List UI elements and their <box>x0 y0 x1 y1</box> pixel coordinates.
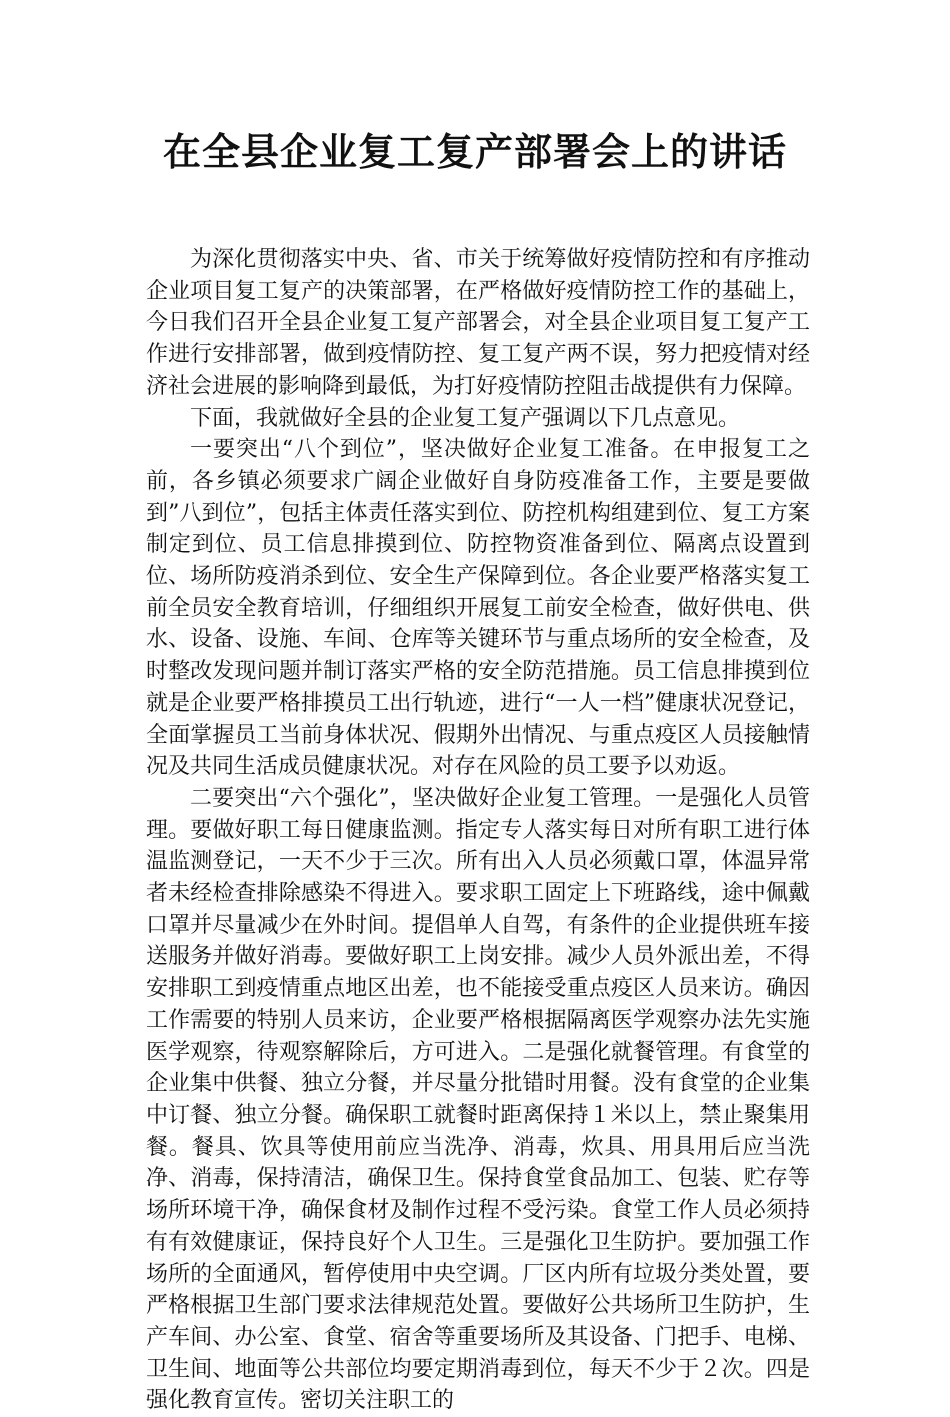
paragraph-lead: 下面，我就做好全县的企业复工复产强调以下几点意见。 <box>190 405 741 431</box>
paragraph-point-one: 一要突出“八个到位”，坚决做好企业复工准备。在申报复工之前，各乡镇必须要求广阔企业做好自身防疫准备工作，主要是要做到”八到位”，包括主体责任落实到位、防控机构组建到位、复工方案制定到位、员工信息排摸到位、防控物资准备到位、隔离点设置到位、场所防疫消杀到位、安全生产保障到位。各企业要严格落实复工前全员安全教育培训，仔细组织开展复工前安全检查，做好供电、供水、设备、设施、车间、仓库等关键环节与重点场所的安全检查，及时整改发现问题并制订落实严格的安全防范措施。员工信息排摸到位就是企业要严格排摸员工出行轨迹，进行“一人一档”健康状况登记，全面掌握员工当前身体状况、假期外出情况、与重点疫区人员接触情况及共同生活成员健康状况。对存在风险的员工要予以劝返。 <box>146 437 810 780</box>
document-title: 在全县企业复工复产部署会上的讲话 <box>162 130 787 174</box>
document-body <box>146 244 810 1417</box>
paragraph-point-two: 二要突出“六个强化”，坚决做好企业复工管理。一是强化人员管理。要做好职工每日健康监测。指定专人落实每日对所有职工进行体温监测登记，一天不少于三次。所有出入人员必须戴口罩，体温异常者未经检查排除感染不得进入。要求职工固定上下班路线，途中佩戴口罩并尽量减少在外时间。提倡单人自驾，有条件的企业提供班车接送服务并做好消毒。要做好职工上岗安排。减少人员外派出差，不得安排职工到疫情重点地区出差，也不能接受重点疫区人员来访。确因工作需要的特别人员来访，企业要严格根据隔离医学观察办法先实施医学观察，待观察解除后，方可进入。二是强化就餐管理。有食堂的企业集中供餐、独立分餐，并尽量分批错时用餐。没有食堂的企业集中订餐、独立分餐。确保职工就餐时距离保持１米以上，禁止聚集用餐。餐具、饮具等使用前应当洗净、消毒，炊具、用具用后应当洗净、消毒，保持清洁，确保卫生。保持食堂食品加工、包装、贮存等场所环境干净，确保食材及制作过程不受污染。食堂工作人员必须持有有效健康证，保持良好个人卫生。三是强化卫生防护。要加强工作场所的全面通风，暂停使用中央空调。厂区内所有垃圾分类处置，要严格根据卫生部门要求法律规范处置。要做好公共场所卫生防护，生产车间、办公室、食堂、宿舍等重要场所及其设备、门把手、电梯、卫生间、地面等公共部位均要定期消毒到位，每天不少于２次。四是强化教育宣传。密切关注职工的 <box>146 785 810 1414</box>
paragraph-intro: 为深化贯彻落实中央、省、市关于统筹做好疫情防控和有序推动企业项目复工复产的决策部署，在严格做好疫情防控工作的基础上，今日我们召开全县企业复工复产部署会，对全县企业项目复工复产工作进行安排部署，做到疫情防控、复工复产两不误，努力把疫情对经济社会进展的影响降到最低，为打好疫情防控阻击战提供有力保障。 <box>146 247 810 399</box>
